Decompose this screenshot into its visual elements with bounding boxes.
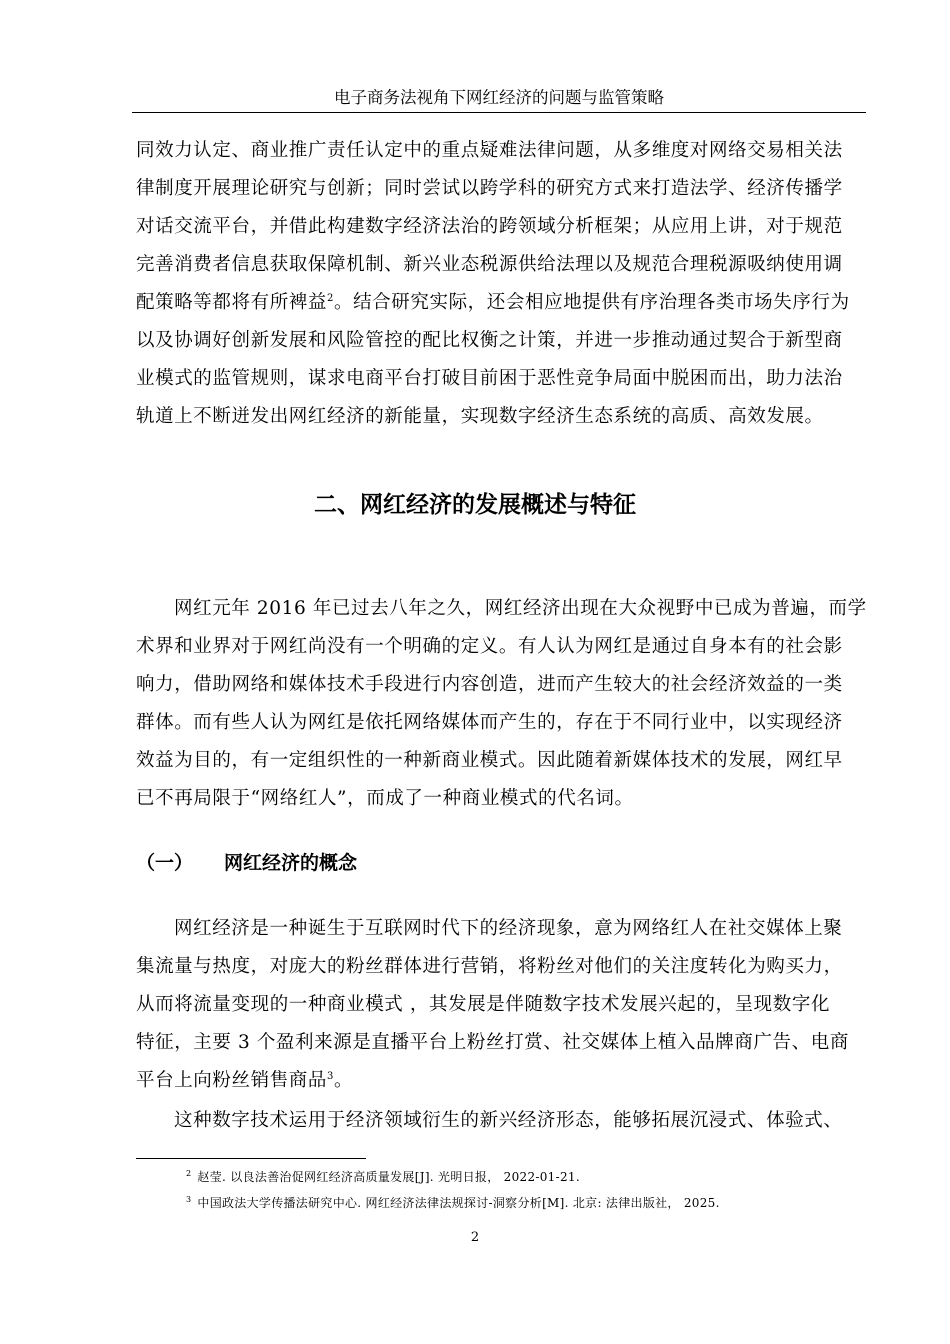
text-line: 已不再局限于“网络红人”，而成了一种商业模式的代名词。 bbox=[136, 788, 634, 809]
page-number: 2 bbox=[470, 1230, 480, 1245]
text-line: 响力，借助网络和媒体技术手段进行内容创造，进而产生较大的社会经济效益的一类 bbox=[136, 674, 843, 695]
footnote bbox=[186, 1194, 720, 1211]
text-line: 从而将流量变现的一种商业模式 ，其发展是伴随数字技术发展兴起的，呈现数字化 bbox=[136, 994, 831, 1015]
subsection-title: 网红经济的概念 bbox=[224, 852, 358, 874]
text-line: 网红元年 2016 年已过去八年之久，网红经济出现在大众视野中已成为普遍，而学 bbox=[174, 598, 867, 619]
footnote-mark: 3 bbox=[186, 1195, 192, 1204]
text-line: 业模式的监管规则，谋求电商平台打破目前困于恶性竞争局面中脱困而出，助力法治 bbox=[136, 368, 843, 389]
subsection-number: （一） bbox=[136, 852, 194, 874]
text-line: 完善消费者信息获取保障机制、新兴业态税源供给法理以及规范合理税源吸纳使用调 bbox=[136, 254, 843, 275]
text-line: 群体。而有些人认为网红是依托网络媒体而产生的，存在于不同行业中，以实现经济 bbox=[136, 712, 843, 733]
text-line bbox=[136, 288, 850, 314]
text-line: 同效力认定、商业推广责任认定中的重点疑难法律问题，从多维度对网络交易相关法 bbox=[136, 140, 843, 161]
footnote-ref[interactable]: 3 bbox=[327, 1070, 334, 1082]
footnote-text: 赵莹. 以良法善治促网红经济高质量发展[J]. 光明日报， 2022-01-21. bbox=[197, 1170, 580, 1184]
text-line: 律制度开展理论研究与创新；同时尝试以跨学科的研究方式来打造法学、经济传播学 bbox=[136, 178, 843, 199]
text-line: 术界和业界对于网红尚没有一个明确的定义。有人认为网红是通过自身本有的社会影 bbox=[136, 636, 843, 657]
text-line: 网红经济是一种诞生于互联网时代下的经济现象，意为网络红人在社交媒体上聚 bbox=[174, 918, 843, 939]
text-fragment: 。结合研究实际，还会相应地提供有序治理各类市场失序行为 bbox=[333, 292, 850, 313]
footnote bbox=[186, 1168, 580, 1185]
text-line bbox=[136, 1066, 353, 1092]
running-header: 电子商务法视角下网红经济的问题与监管策略 bbox=[132, 84, 866, 113]
text-line: 轨道上不断迸发出网红经济的新能量，实现数字经济生态系统的高质、高效发展。 bbox=[136, 406, 824, 427]
footnote-mark: 2 bbox=[186, 1169, 192, 1178]
text-fragment: 平台上向粉丝销售商品 bbox=[136, 1070, 328, 1091]
text-line: 效益为目的，有一定组织性的一种新商业模式。因此随着新媒体技术的发展，网红早 bbox=[136, 750, 843, 771]
text-fragment: 。 bbox=[333, 1070, 354, 1091]
footnote-ref[interactable]: 2 bbox=[327, 292, 334, 304]
footnote-text: 中国政法大学传播法研究中心. 网红经济法律法规探讨-洞察分析[M]. 北京: 法律出版社， 2025. bbox=[197, 1196, 720, 1210]
footnote-separator bbox=[136, 1158, 366, 1159]
text-line: 特征，主要 3 个盈利来源是直播平台上粉丝打赏、社交媒体上植入品牌商广告、电商 bbox=[136, 1032, 849, 1053]
section-heading: 二、网红经济的发展概述与特征 bbox=[314, 492, 636, 518]
text-fragment: 配策略等都将有所裨益 bbox=[136, 292, 328, 313]
text-line: 对话交流平台，并借此构建数字经济法治的跨领域分析框架；从应用上讲，对于规范 bbox=[136, 216, 843, 237]
subsection-heading bbox=[136, 848, 357, 875]
text-line: 这种数字技术运用于经济领域衍生的新兴经济形态，能够拓展沉浸式、体验式、 bbox=[174, 1110, 843, 1131]
text-line: 以及协调好创新发展和风险管控的配比权衡之计策，并进一步推动通过契合于新型商 bbox=[136, 330, 843, 351]
text-line: 集流量与热度，对庞大的粉丝群体进行营销，将粉丝对他们的关注度转化为购买力， bbox=[136, 956, 843, 977]
